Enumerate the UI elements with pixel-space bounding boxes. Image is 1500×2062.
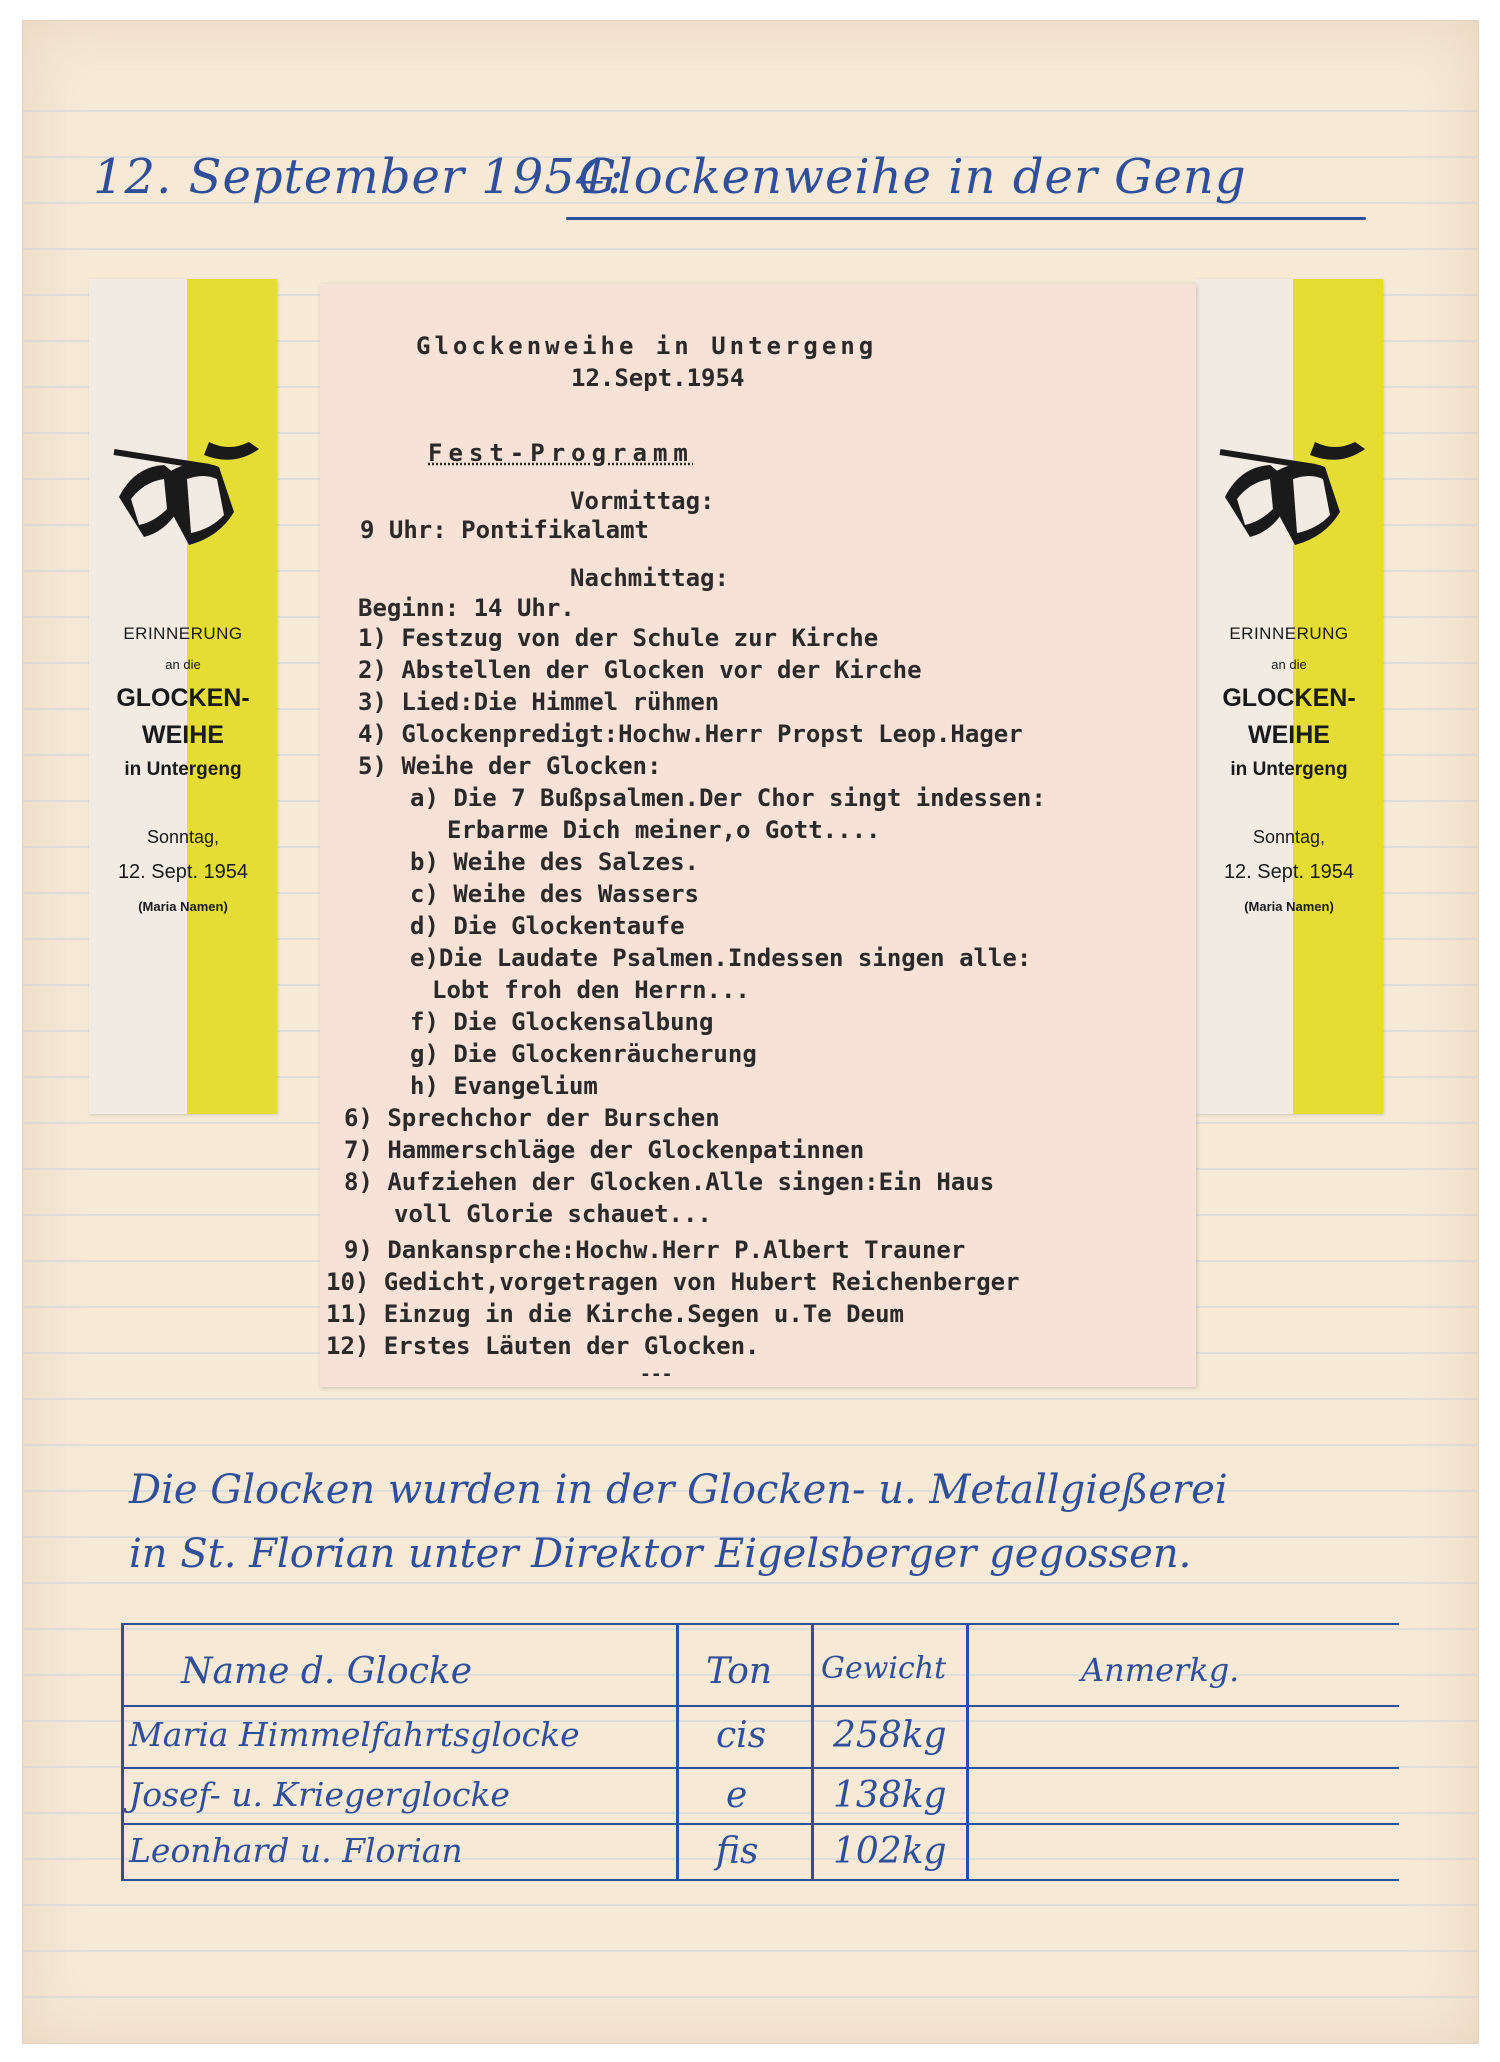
program-morning-label: Vormittag: bbox=[570, 487, 715, 515]
program-subtitle: Fest-Programm bbox=[428, 439, 694, 467]
program-date: 12.Sept.1954 bbox=[571, 364, 745, 392]
program-sub-item: b) Weihe des Salzes. bbox=[410, 848, 699, 876]
table-border bbox=[121, 1705, 1399, 1707]
table-cell: e bbox=[726, 1775, 748, 1816]
note-line-1: Die Glocken wurden in der Glocken- u. Metallgießerei bbox=[129, 1467, 1228, 1513]
program-item: 4) Glockenpredigt:Hochw.Herr Propst Leop.Hager bbox=[358, 720, 1023, 748]
bookmark-erinnerung: ERINNERUNG bbox=[1229, 624, 1349, 643]
bookmark-weihe: WEIHE bbox=[1248, 721, 1330, 749]
heading-event: Glockenweihe in der Geng bbox=[578, 149, 1247, 205]
table-header: Gewicht bbox=[821, 1651, 947, 1686]
bookmark-weihe: WEIHE bbox=[142, 721, 224, 749]
table-border bbox=[676, 1623, 679, 1881]
program-item: voll Glorie schauet... bbox=[394, 1200, 712, 1228]
program-end-mark: --- bbox=[640, 1364, 673, 1385]
table-cell: 102kg bbox=[833, 1831, 947, 1872]
table-cell: Leonhard u. Florian bbox=[129, 1831, 463, 1870]
program-sub-item: Lobt froh den Herrn... bbox=[432, 976, 750, 1004]
bookmark-an-die: an die bbox=[165, 657, 201, 672]
program-sub-item: a) Die 7 Bußpsalmen.Der Chor singt indessen: bbox=[410, 784, 1046, 812]
program-item: 9) Dankansprche:Hochw.Herr P.Albert Trauner bbox=[344, 1236, 966, 1264]
table-cell: 258kg bbox=[833, 1715, 947, 1756]
bookmark-ort: in Untergeng bbox=[124, 759, 242, 780]
program-sheet bbox=[320, 284, 1196, 1387]
program-sub-item: c) Weihe des Wassers bbox=[410, 880, 699, 908]
table-cell: 138kg bbox=[833, 1775, 947, 1816]
heading-date: 12. September 1954: bbox=[93, 149, 625, 205]
bookmark-glocken: GLOCKEN- bbox=[116, 684, 250, 712]
bookmark-datum: 12. Sept. 1954 bbox=[117, 861, 249, 883]
program-sub-item: f) Die Glockensalbung bbox=[410, 1008, 714, 1036]
program-afternoon-label: Nachmittag: bbox=[570, 564, 729, 592]
bookmark-tag: Sonntag, bbox=[1252, 827, 1326, 847]
bookmark-datum: 12. Sept. 1954 bbox=[1223, 861, 1355, 883]
table-cell: Maria Himmelfahrtsglocke bbox=[129, 1715, 580, 1754]
bookmark-erinnerung: ERINNERUNG bbox=[123, 624, 243, 643]
table-header: Anmerkg. bbox=[1081, 1651, 1240, 1689]
program-item: 12) Erstes Läuten der Glocken. bbox=[326, 1332, 760, 1360]
program-sub-item: h) Evangelium bbox=[410, 1072, 598, 1100]
program-sub-item: g) Die Glockenräucherung bbox=[410, 1040, 757, 1068]
table-cell: cis bbox=[716, 1715, 767, 1756]
program-sub-item: d) Die Glockentaufe bbox=[410, 912, 685, 940]
program-item: 8) Aufziehen der Glocken.Alle singen:Ein Haus bbox=[344, 1168, 995, 1196]
program-start: Beginn: 14 Uhr. bbox=[358, 594, 575, 622]
program-item: 5) Weihe der Glocken: bbox=[358, 752, 662, 780]
program-sub-item: e)Die Laudate Psalmen.Indessen singen alle: bbox=[410, 944, 1032, 972]
program-item: 6) Sprechchor der Burschen bbox=[344, 1104, 720, 1132]
program-item: 2) Abstellen der Glocken vor der Kirche bbox=[358, 656, 922, 684]
heading-underline bbox=[566, 217, 1366, 220]
notebook-page bbox=[22, 20, 1479, 2044]
bookmark-fest: (Maria Namen) bbox=[1244, 899, 1334, 914]
table-border bbox=[811, 1623, 814, 1881]
table-border bbox=[121, 1623, 124, 1881]
note-line-2: in St. Florian unter Direktor Eigelsberger gegossen. bbox=[129, 1531, 1192, 1577]
bookmark-fest: (Maria Namen) bbox=[138, 899, 228, 914]
program-item: 7) Hammerschläge der Glockenpatinnen bbox=[344, 1136, 865, 1164]
program-item: 1) Festzug von der Schule zur Kirche bbox=[358, 624, 879, 652]
table-border bbox=[121, 1823, 1399, 1825]
program-item: 11) Einzug in die Kirche.Segen u.Te Deum bbox=[326, 1300, 904, 1328]
bell-table bbox=[121, 1623, 1399, 1881]
table-header: Ton bbox=[706, 1651, 773, 1692]
program-title: Glockenweihe in Untergeng bbox=[416, 332, 878, 360]
table-border bbox=[121, 1623, 1399, 1625]
bookmark-right bbox=[1195, 279, 1383, 1114]
bookmark-tag: Sonntag, bbox=[146, 827, 220, 847]
program-item: 3) Lied:Die Himmel rühmen bbox=[358, 688, 720, 716]
bookmark-glocken: GLOCKEN- bbox=[1222, 684, 1356, 712]
table-border bbox=[121, 1767, 1399, 1769]
table-border bbox=[966, 1623, 969, 1881]
bookmark-left bbox=[89, 279, 277, 1114]
table-cell: Josef- u. Kriegerglocke bbox=[129, 1775, 510, 1814]
table-border bbox=[121, 1879, 1399, 1881]
table-cell: fis bbox=[716, 1831, 759, 1872]
bookmark-ort: in Untergeng bbox=[1230, 759, 1348, 780]
program-sub-item: Erbarme Dich meiner,o Gott.... bbox=[447, 816, 881, 844]
bells-icon bbox=[109, 437, 269, 557]
program-item: 10) Gedicht,vorgetragen von Hubert Reichenberger bbox=[326, 1268, 1020, 1296]
table-header: Name d. Glocke bbox=[181, 1651, 473, 1692]
program-morning-item: 9 Uhr: Pontifikalamt bbox=[360, 516, 649, 544]
bells-icon bbox=[1215, 437, 1375, 557]
bookmark-an-die: an die bbox=[1271, 657, 1307, 672]
